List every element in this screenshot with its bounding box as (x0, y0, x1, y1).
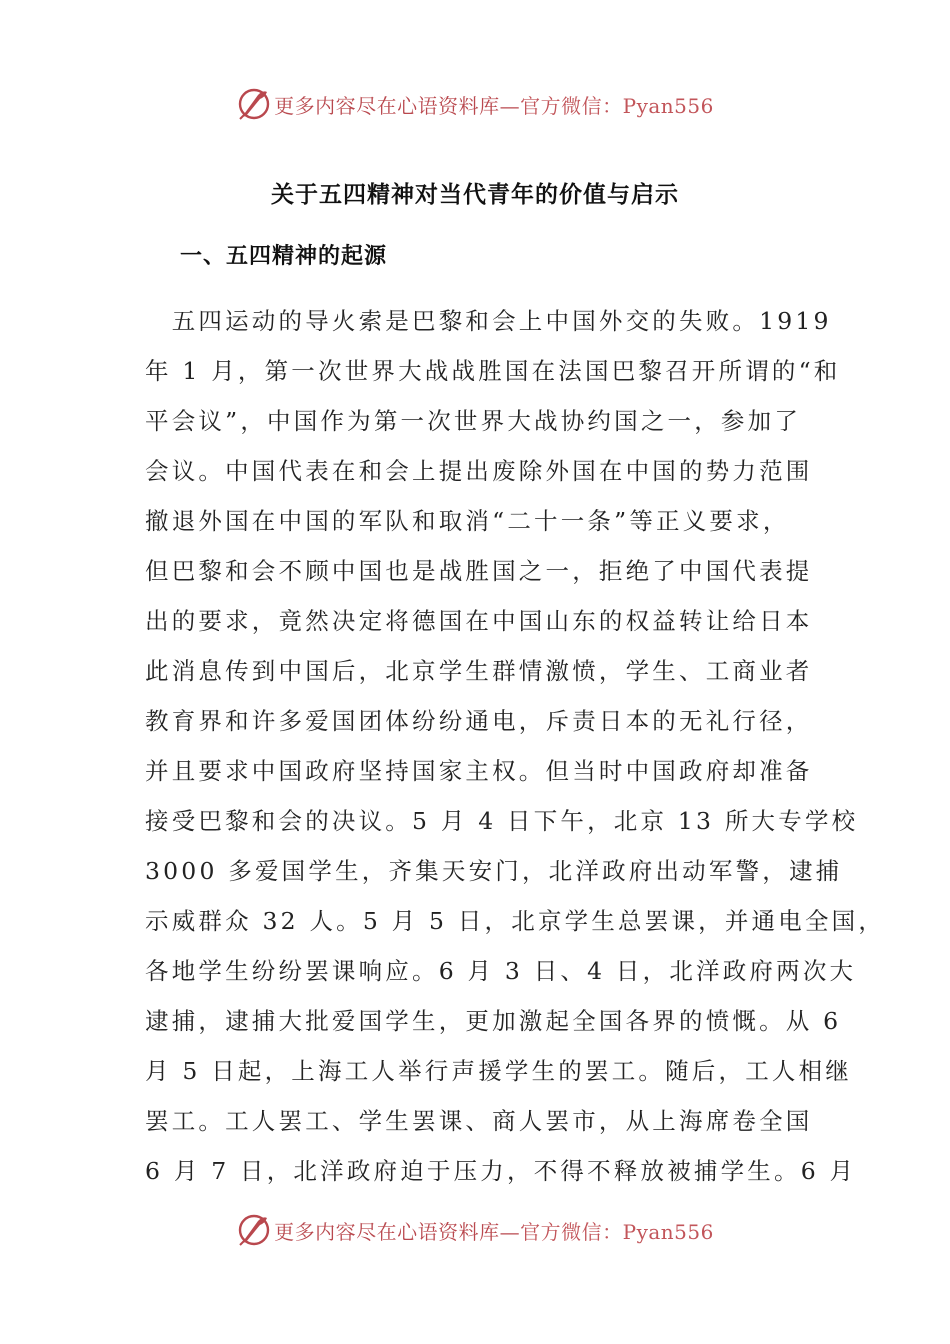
watermark-wechat: 官方微信：Pyan556 (520, 1219, 714, 1244)
paragraph-line: 年 1 月，第一次世界大战战胜国在法国巴黎召开所谓的“和 (145, 357, 841, 385)
document-title: 关于五四精神对当代青年的价值与启示 (271, 182, 679, 208)
header-watermark (0, 84, 950, 124)
watermark-separator: — (499, 93, 521, 118)
paragraph-line: 并且要求中国政府坚持国家主权。但当时中国政府却准备 (145, 757, 813, 785)
paragraph-line: 接受巴黎和会的决议。5 月 4 日下午，北京 13 所大专学校 (145, 807, 859, 835)
paragraph-line: 五四运动的导火索是巴黎和会上中国外交的失败。1919 (145, 307, 832, 335)
watermark-brand: 更多内容尽在心语资料库 (274, 93, 500, 118)
paragraph-line: 平会议”，中国作为第一次世界大战协约国之一，参加了 (145, 407, 802, 435)
paragraph-line: 逮捕，逮捕大批爱国学生，更加激起全国各界的愤慨。从 6 (145, 1007, 842, 1035)
paragraph-line: 出的要求，竟然决定将德国在中国山东的权益转让给日本 (145, 607, 813, 635)
quill-pen-circle-icon (236, 86, 272, 122)
paragraph-line: 撤退外国在中国的军队和取消“二十一条”等正义要求， (145, 507, 790, 535)
watermark-text (274, 90, 714, 119)
paragraph-line: 月 5 日起，上海工人举行声援学生的罢工。随后，工人相继 (145, 1057, 852, 1085)
paragraph-line: 会议。中国代表在和会上提出废除外国在中国的势力范围 (145, 457, 813, 485)
paragraph-line: 但巴黎和会不顾中国也是战胜国之一，拒绝了中国代表提 (145, 557, 813, 585)
quill-pen-circle-icon (236, 1212, 272, 1248)
section-heading: 一、五四精神的起源 (180, 244, 388, 269)
paragraph-line: 各地学生纷纷罢课响应。6 月 3 日、4 日，北洋政府两次大 (145, 957, 857, 985)
watermark-separator: — (499, 1219, 521, 1244)
watermark-text (274, 1216, 714, 1245)
footer-watermark (0, 1210, 950, 1250)
paragraph-line: 3000 多爱国学生，齐集天安门，北洋政府出动军警，逮捕 (145, 857, 843, 885)
watermark-wechat: 官方微信：Pyan556 (520, 93, 714, 118)
paragraph-line: 6 月 7 日，北洋政府迫于压力，不得不释放被捕学生。6 月 (145, 1157, 857, 1185)
paragraph-line: 罢工。工人罢工、学生罢课、商人罢市，从上海席卷全国 (145, 1107, 813, 1135)
paragraph-line: 此消息传到中国后，北京学生群情激愤，学生、工商业者 (145, 657, 813, 685)
paragraph-line: 教育界和许多爱国团体纷纷通电，斥责日本的无礼行径， (145, 707, 813, 735)
paragraph-line: 示威群众 32 人。5 月 5 日，北京学生总罢课，并通电全国， (145, 907, 886, 935)
watermark-brand: 更多内容尽在心语资料库 (274, 1219, 500, 1244)
